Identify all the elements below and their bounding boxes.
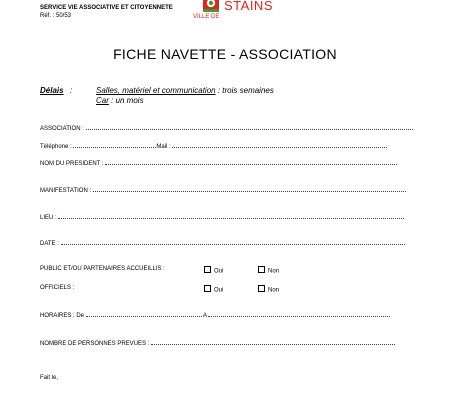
manifestation-label: MANIFESTATION : (40, 188, 92, 194)
date-row (40, 239, 405, 248)
personnes-field[interactable] (151, 339, 395, 345)
checkbox-icon[interactable] (204, 285, 211, 292)
lieu-label: LIEU : (40, 215, 57, 221)
stains-logo-icon (203, 0, 219, 12)
town-logo (193, 0, 293, 26)
public-label: PUBLIC ET/OU PARTENAIRES ACCUEILLIS : (40, 266, 165, 272)
manifestation-row (40, 186, 406, 195)
horaires-row (40, 311, 390, 320)
telephone-label: Téléphone : (40, 144, 72, 150)
horaires-end-field[interactable] (208, 311, 390, 317)
public-oui-option[interactable] (204, 266, 223, 276)
officiels-non-option[interactable] (258, 285, 279, 295)
manifestation-field[interactable] (93, 186, 406, 192)
horaires-start-field[interactable] (86, 311, 202, 317)
logo-prefix: VILLE DE (193, 14, 220, 20)
president-label: NOM DU PRESIDENT : (40, 161, 104, 167)
contact-row (40, 142, 387, 151)
personnes-label: NOMBRE DE PERSONNES PREVUES : (40, 341, 150, 347)
horaires-a-label: A (203, 313, 207, 319)
delais-item-bus (96, 96, 144, 105)
checkbox-icon[interactable] (258, 266, 265, 273)
officiels-oui-option[interactable] (204, 285, 223, 295)
delais-item-rooms-label: Salles, matériel et communication (96, 86, 216, 95)
delais-item-bus-value: : un mois (108, 96, 144, 105)
page-title: FICHE NAVETTE - ASSOCIATION (113, 46, 337, 62)
association-label: ASSOCIATION : (40, 126, 84, 132)
delais-item-rooms-value: : trois semaines (215, 86, 274, 95)
president-row (40, 159, 397, 168)
delais-colon: : (70, 86, 73, 95)
association-field[interactable] (86, 124, 413, 130)
date-field[interactable] (61, 239, 405, 245)
delais-item-bus-label: Car (96, 96, 109, 105)
public-oui-label: Oui (214, 268, 224, 275)
mail-field[interactable] (172, 142, 387, 148)
officiels-non-label: Non (268, 287, 280, 294)
logo-town-name: STAINS (224, 0, 273, 13)
lieu-row (40, 213, 404, 222)
fait-le-label: Fait le, (40, 375, 59, 381)
public-non-option[interactable] (258, 266, 279, 276)
officiels-oui-label: Oui (214, 287, 224, 294)
reference-number: Réf. : 50/53 (40, 13, 72, 19)
date-label: DATE : (40, 241, 59, 247)
association-row (40, 124, 413, 133)
horaires-label: HORAIRES : De (40, 313, 85, 319)
service-name: SERVICE VIE ASSOCIATIVE ET CITOYENNETE (40, 5, 173, 11)
personnes-row (40, 339, 395, 348)
officiels-label: OFFICIELS : (40, 285, 75, 291)
checkbox-icon[interactable] (204, 266, 211, 273)
lieu-field[interactable] (58, 213, 404, 219)
president-field[interactable] (105, 159, 397, 165)
delais-label: Délais (40, 86, 64, 95)
delais-item-rooms (96, 86, 274, 95)
mail-label: Mail : (156, 144, 171, 150)
public-non-label: Non (268, 268, 280, 275)
checkbox-icon[interactable] (258, 285, 265, 292)
telephone-field[interactable] (73, 142, 156, 148)
